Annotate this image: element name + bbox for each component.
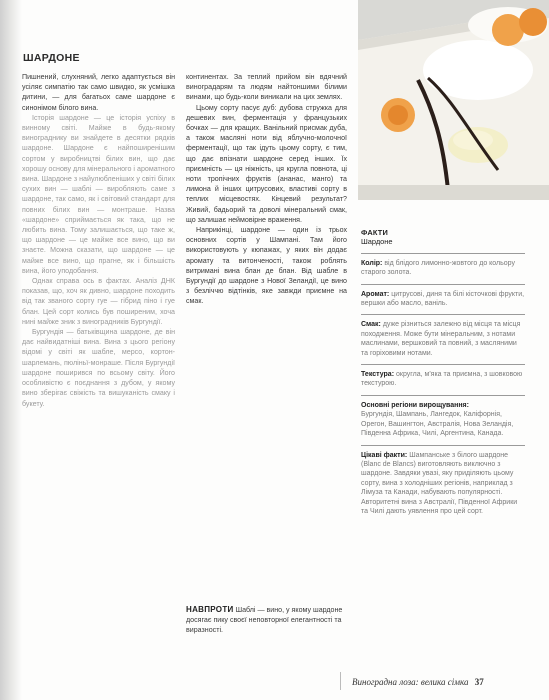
- body-paragraph: Історія шардоне — це історія успіху в винному світі. Майже в будь-якому винограднику ви знайдете в десятки рядків шардоне. Шардоне є найпоширенішим сортом у виробництві білих вин, що дає хорошу основу для мінерального і ароматного вина. Шардоне з найулюбленіших у світі білих сухих вин — шаблі — виробляють саме з шардоне, так само, як і світовий стандарт для повних білих вин — монтраше. Назва «шардоне» сприймається як така, що не любить вина. Тому залишається, що таке ж, що шардоне — це майже все вино, що ви знаєте. Можна сказати, що шардоне — це майже все вино, що прагне, як і більшість вина, його уподобання.: [22, 113, 175, 275]
- fact-regions: [361, 395, 525, 445]
- fact-text: цитрусові, диня та білі кісточкові фрукти, вершки або масло, ваніль.: [361, 290, 525, 308]
- body-paragraph: Цьому сорту пасує дуб: дубова стружка для дешевих вин, ферментація у французьких бочках — для кращих. Ванільний присмак дуба, а також масляні ноти від яблучно-молочної ферментації, що так ідуть цьому сорту, є тим, що дає впізнати шардоне серед інших. Їх приємність — ця ніжність, ця кругла повнота, ці ноти тропічних фруктів (ананас, манго) та лимона й інших цитрусових, властиві сорту в теплих місцевостях. Кінцевий результат? Живий, бадьорий та доволі мінеральний смак, що залишає неймовірне враження.: [186, 103, 347, 224]
- running-footer: [352, 677, 484, 687]
- fact-label: Основні регіони вирощування:: [361, 401, 469, 409]
- caption-label: НАВПРОТИ: [186, 605, 234, 614]
- text-column-middle: [186, 72, 347, 307]
- fact-label: Смак:: [361, 321, 381, 329]
- fact-trivia: [361, 445, 525, 523]
- footer-title: Виноградна лоза: велика сімка: [352, 677, 469, 687]
- fact-label: Текстура:: [361, 371, 395, 379]
- fact-taste: [361, 314, 525, 364]
- text-column-left: [22, 72, 175, 409]
- page-number: 37: [474, 677, 484, 687]
- binding-shadow: [0, 0, 22, 700]
- fact-aroma: [361, 284, 525, 315]
- fact-color: [361, 253, 525, 284]
- caption-text: Шаблі — вино, у якому шардоне досягає пику своєї неповторної елегантності та виразності.: [186, 606, 343, 635]
- fact-texture: [361, 364, 525, 395]
- facts-header: ФАКТИ: [361, 228, 388, 237]
- body-paragraph: Наприкінці, шардоне — один із трьох основних сортів у Шампані. Там його використовують у кюпажах, у яких він додає аромату та витонченості, також роблять витримані вина блан де блан. Від шабле в Бургундії до шардоне з Нової Зеландії, це вино з безліччю відтінків, яке завжди приємне на смак.: [186, 226, 347, 306]
- fact-text: Бургундія, Шампань, Лангедок, Каліфорнія, Орегон, Вашингтон, Австралія, Нова Зеландія, Південна Африка, Чилі, Аргентина, Канада.: [361, 411, 514, 438]
- body-paragraph: Бургундія — батьківщина шардоне, де він дає найвидатніші вина. Вина з цього регіону відомі у світі як шабле, мерсо, кортон-шарлемань, пюліньї-монраше. Після Бургундії шардоне поширився по всьому світу. Його особливістю є поєднання з дубом, у якому вино зберігає свіжість та вишуканість смаку і букету.: [22, 328, 175, 408]
- still-life-photo: [358, 0, 549, 200]
- lead-paragraph: Пишнений, слухняний, легко адаптується він усіляє симпатію так само швидко, як усмішка дитини, — для багатьох саме шардоне є синонімом білого вина.: [22, 73, 175, 112]
- fact-text: дуже різниться залежно від місця та місця походження. Може бути мінеральним, з нотами маслинами, вершковий та повний, з масляними та горіховими нотами.: [361, 321, 521, 357]
- photo-caption: [186, 605, 346, 636]
- fact-text: від блідого лимонно-жовтого до кольору старого золота.: [361, 259, 515, 277]
- body-paragraph: Однак справа ось в фактах. Аналіз ДНК показав, що, хоч як дивно, шардоне походить від так званого сорту гуе — гібрид піно і гуе блан. Цей сорт колись був поширеним, хоча нині майже зник з виноградників Бургундії.: [22, 277, 175, 326]
- fact-label: Цікаві факти:: [361, 451, 408, 459]
- section-heading: ШАРДОНЕ: [23, 52, 80, 64]
- fact-label: Аромат:: [361, 290, 390, 298]
- facts-subheader: Шардоне: [361, 237, 393, 247]
- fact-text: округла, м'яка та приємна, з шовковою текстурою.: [361, 371, 523, 388]
- body-paragraph: континентах. За теплий прийом він вдячний виноградарям та людям найтоншими білими винами, що будь-коли виникали на цих землях.: [186, 73, 347, 102]
- fact-text: Шампанське з білого шардоне (Blanc de Blancs) виготовляють виключно з шардоне. Завдяки увазі, яку приділяють цьому сорту, вина з холодніших регіонів, наприклад з Лімуза та Канади, набувають популярності. Авторитетні вина з Австралії, Південної Африки та Чилі дають уявлення про цей сорт.: [361, 451, 518, 515]
- fact-label: Колір:: [361, 259, 383, 267]
- facts-sidebar: [361, 228, 525, 522]
- photo-illustration: [358, 0, 549, 200]
